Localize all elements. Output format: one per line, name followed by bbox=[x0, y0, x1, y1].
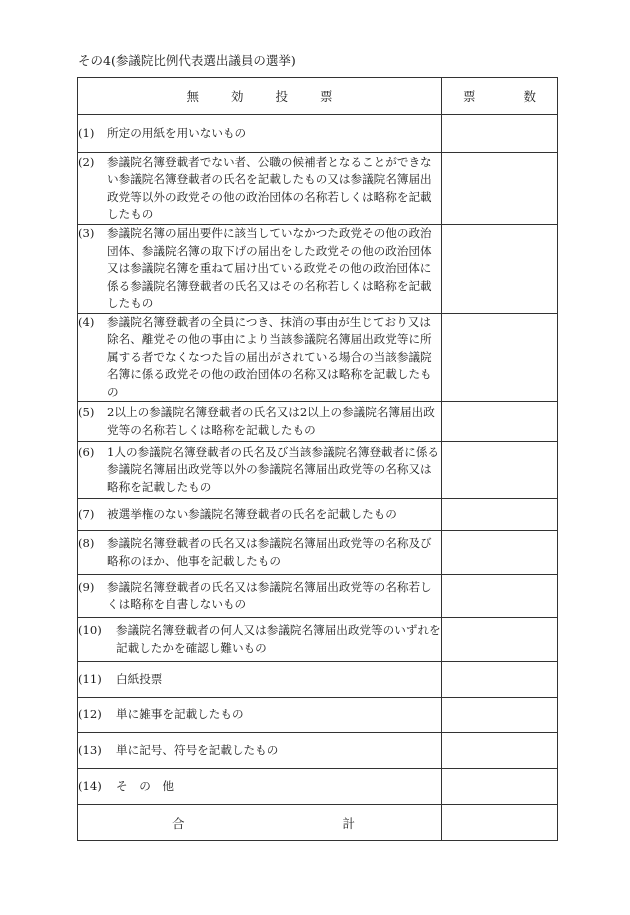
table-row bbox=[78, 442, 558, 499]
table-row bbox=[78, 769, 558, 805]
vote-count-cell[interactable] bbox=[442, 531, 558, 575]
row-number: (13) bbox=[78, 742, 102, 757]
row-number: (12) bbox=[78, 707, 102, 722]
row-text: 白紙投票 bbox=[116, 671, 163, 686]
vote-count-cell[interactable] bbox=[442, 225, 558, 314]
row-text: 所定の用紙を用いないもの bbox=[107, 125, 247, 140]
header-row bbox=[78, 78, 558, 115]
total-row bbox=[78, 805, 558, 841]
table-row bbox=[78, 698, 558, 733]
table-row bbox=[78, 499, 558, 531]
vote-count-cell[interactable] bbox=[442, 115, 558, 153]
row-number: (11) bbox=[78, 671, 102, 686]
table-row bbox=[78, 618, 558, 662]
row-number: (10) bbox=[78, 623, 102, 637]
table-row bbox=[78, 733, 558, 769]
row-number: (2) bbox=[78, 154, 95, 169]
row-text: 参議院名簿登載者の何人又は参議院名簿届出政党等のいずれを記載したかを確認し難いもの bbox=[116, 623, 441, 655]
header-invalid-votes bbox=[78, 78, 442, 115]
invalid-votes-table bbox=[77, 77, 558, 841]
row-number: (6) bbox=[78, 444, 95, 459]
row-number: (7) bbox=[78, 506, 95, 521]
row-text: 2以上の参議院名簿登載者の氏名又は2以上の参議院名簿届出政党等の名称若しくは略称を記載したもの bbox=[107, 405, 435, 437]
row-text: 単に記号、符号を記載したもの bbox=[116, 742, 279, 757]
header-vote-count bbox=[442, 78, 558, 115]
row-text: 参議院名簿登載者でない者、公職の候補者となることができない参議院名簿登載者の氏名を記載したもの又は参議院名簿届出政党等以外の政党その他の政治団体の名称若しくは略称を記載したもの bbox=[107, 154, 432, 221]
table-row bbox=[78, 531, 558, 575]
table-row bbox=[78, 402, 558, 442]
vote-count-cell[interactable] bbox=[442, 662, 558, 698]
table-row bbox=[78, 662, 558, 698]
row-text: 参議院名簿登載者の氏名又は参議院名簿届出政党等の名称若しくは略称を自書しないもの bbox=[107, 579, 432, 611]
row-number: (1) bbox=[78, 125, 95, 140]
vote-count-cell[interactable] bbox=[442, 618, 558, 662]
row-number: (8) bbox=[78, 536, 95, 550]
row-text: 参議院名簿登載者の全員につき、抹消の事由が生じており又は除名、離党その他の事由により当該参議院名簿届出政党等に所属する者でなくなつた旨の届出がされている場合の当該参議院名簿に係る政党その他の政治団体の名称又は略称を記載したもの bbox=[107, 314, 432, 399]
vote-count-cell[interactable] bbox=[442, 313, 558, 402]
row-number: (5) bbox=[78, 405, 95, 419]
vote-count-cell[interactable] bbox=[442, 769, 558, 805]
header-char: 票 bbox=[320, 89, 333, 104]
total-char: 合 bbox=[172, 815, 185, 831]
row-text: 単に雑事を記載したもの bbox=[116, 707, 244, 722]
vote-count-cell[interactable] bbox=[442, 402, 558, 442]
row-number: (9) bbox=[78, 579, 95, 594]
vote-count-cell[interactable] bbox=[442, 499, 558, 531]
vote-count-cell[interactable] bbox=[442, 153, 558, 225]
vote-count-cell[interactable] bbox=[442, 575, 558, 618]
row-text: 参議院名簿の届出要件に該当していなかつた政党その他の政治団体、参議院名簿の取下げの届出をした政党その他の政治団体又は参議院名簿を重ねて届け出ている政党その他の政治団体に係る参議院名簿登載者の氏名又はその名称若しくは略称を記載したもの bbox=[107, 226, 432, 310]
total-label bbox=[78, 805, 442, 841]
row-number: (14) bbox=[78, 778, 102, 793]
row-text: 1人の参議院名簿登載者の氏名及び当該参議院名簿登載者に係る参議院名簿届出政党等以外の参議院名簿届出政党等の名称又は略称を記載したもの bbox=[107, 444, 440, 494]
table-row bbox=[78, 575, 558, 618]
table-row bbox=[78, 313, 558, 402]
header-char: 数 bbox=[523, 89, 537, 104]
row-text: 被選挙権のない参議院名簿登載者の氏名を記載したもの bbox=[107, 506, 397, 521]
row-text: 参議院名簿登載者の氏名又は参議院名簿届出政党等の名称及び略称のほか、他事を記載したもの bbox=[107, 536, 432, 568]
row-number: (3) bbox=[78, 226, 95, 240]
total-count-cell[interactable] bbox=[442, 805, 558, 841]
total-char: 計 bbox=[342, 815, 355, 831]
vote-count-cell[interactable] bbox=[442, 733, 558, 769]
vote-count-cell[interactable] bbox=[442, 698, 558, 733]
header-char: 票 bbox=[462, 89, 476, 104]
header-char: 無 bbox=[186, 89, 199, 104]
vote-count-cell[interactable] bbox=[442, 442, 558, 499]
row-text: そ の 他 bbox=[116, 778, 174, 793]
table-row bbox=[78, 115, 558, 153]
table-row bbox=[78, 153, 558, 225]
header-char: 効 bbox=[230, 89, 244, 104]
form-title: その4(参議院比例代表選出議員の選挙) bbox=[78, 53, 296, 68]
row-number: (4) bbox=[78, 314, 95, 329]
table-row bbox=[78, 225, 558, 314]
header-char: 投 bbox=[275, 89, 289, 104]
